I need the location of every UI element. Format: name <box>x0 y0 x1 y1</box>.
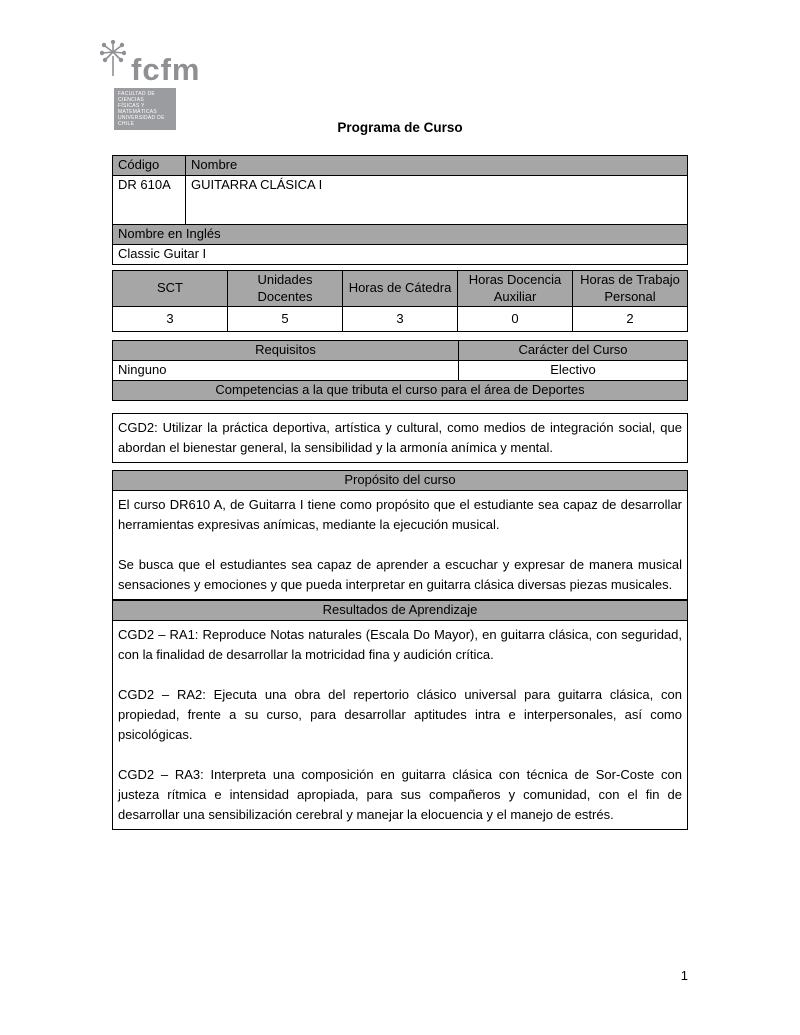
proposito-text-cell <box>113 491 688 600</box>
hours-header-sct: SCT <box>113 270 228 307</box>
hours-header-docencia-auxiliar: Horas Docencia Auxiliar <box>458 270 573 307</box>
proposito-header-cell: Propósito del curso <box>113 471 688 491</box>
proposito-paragraph-1: El curso DR610 A, de Guitarra I tiene como propósito que el estudiante sea capaz de desarrollar herramientas expresivas anímicas, mediante la ejecución musical. <box>118 497 682 533</box>
page-number: 1 <box>680 968 688 983</box>
competencias-paragraph: CGD2: Utilizar la práctica deportiva, artística y cultural, como medios de integración social, que abordan el bienestar general, la sensibilidad y la armonía anímica y mental. <box>118 420 682 456</box>
english-value-cell: Classic Guitar I <box>113 244 688 264</box>
logo-subtext-line1: FACULTAD DE CIENCIAS <box>118 91 156 103</box>
resultados-header-cell: Resultados de Aprendizaje <box>113 601 688 621</box>
resultados-table <box>112 600 688 830</box>
hours-value-trabajo-personal: 2 <box>573 307 688 332</box>
competencias-table <box>112 413 688 463</box>
resultados-paragraph-ra1: CGD2 – RA1: Reproduce Notas naturales (Escala Do Mayor), en guitarra clásica, con seguridad, con la finalidad de desarrollar la motricidad fina y audición crítica. <box>118 627 682 663</box>
hours-header-trabajo-personal: Horas de Trabajo Personal <box>573 270 688 307</box>
proposito-table <box>112 470 688 600</box>
resultados-text-cell <box>113 621 688 830</box>
hours-value-unidades-docentes: 5 <box>228 307 343 332</box>
hours-value-horas-catedra: 3 <box>343 307 458 332</box>
nombre-value-cell: GUITARRA CLÁSICA I <box>186 175 688 224</box>
competencias-header-cell: Competencias a la que tributa el curso para el área de Deportes <box>113 381 688 401</box>
resultados-paragraph-ra2: CGD2 – RA2: Ejecuta una obra del repertorio clásico universal para guitarra clásica, con propiedad, frente a su curso, para desarrollar aptitudes intra e interpersonales, así como psicológicas. <box>118 687 682 743</box>
fcfm-logo <box>100 40 200 130</box>
hours-header-unidades-docentes: Unidades Docentes <box>228 270 343 307</box>
logo-acronym: fcfm <box>131 51 201 87</box>
hours-header-horas-catedra: Horas de Cátedra <box>343 270 458 307</box>
course-program-document <box>112 155 688 830</box>
caracter-value-cell: Electivo <box>459 361 688 381</box>
requisitos-value-cell: Ninguno <box>113 361 459 381</box>
nombre-label-cell: Nombre <box>186 156 688 176</box>
proposito-paragraph-2: Se busca que el estudiantes sea capaz de aprender a escuchar y expresar de manera musical sensaciones y emociones y que pueda interpretar en guitarra clásica diversas piezas musicales. <box>118 557 682 593</box>
resultados-paragraph-ra3: CGD2 – RA3: Interpreta una composición en guitarra clásica con técnica de Sor-Coste con justeza rítmica e intensidad apropiada, para sus compañeros y comunidad, con el fin de desarrollar una sensibilización cerebral y manejar la elocuencia y el manejo de estrés. <box>118 767 682 823</box>
course-id-table <box>112 155 688 265</box>
hours-value-sct: 3 <box>113 307 228 332</box>
codigo-label-cell: Código <box>113 156 186 176</box>
tree-emblem-icon <box>100 40 126 83</box>
competencias-text-cell <box>113 414 688 463</box>
english-label-cell: Nombre en Inglés <box>113 224 688 244</box>
hours-table <box>112 270 688 333</box>
logo-subtext-line3: UNIVERSIDAD DE CHILE <box>118 115 165 127</box>
caracter-label-cell: Carácter del Curso <box>459 341 688 361</box>
codigo-value-cell: DR 610A <box>113 175 186 224</box>
requisitos-table <box>112 340 688 401</box>
requisitos-label-cell: Requisitos <box>113 341 459 361</box>
hours-value-docencia-auxiliar: 0 <box>458 307 573 332</box>
logo-subtext-line2: FÍSICAS Y MATEMÁTICAS <box>118 103 158 115</box>
page-title: Programa de Curso <box>337 120 463 135</box>
